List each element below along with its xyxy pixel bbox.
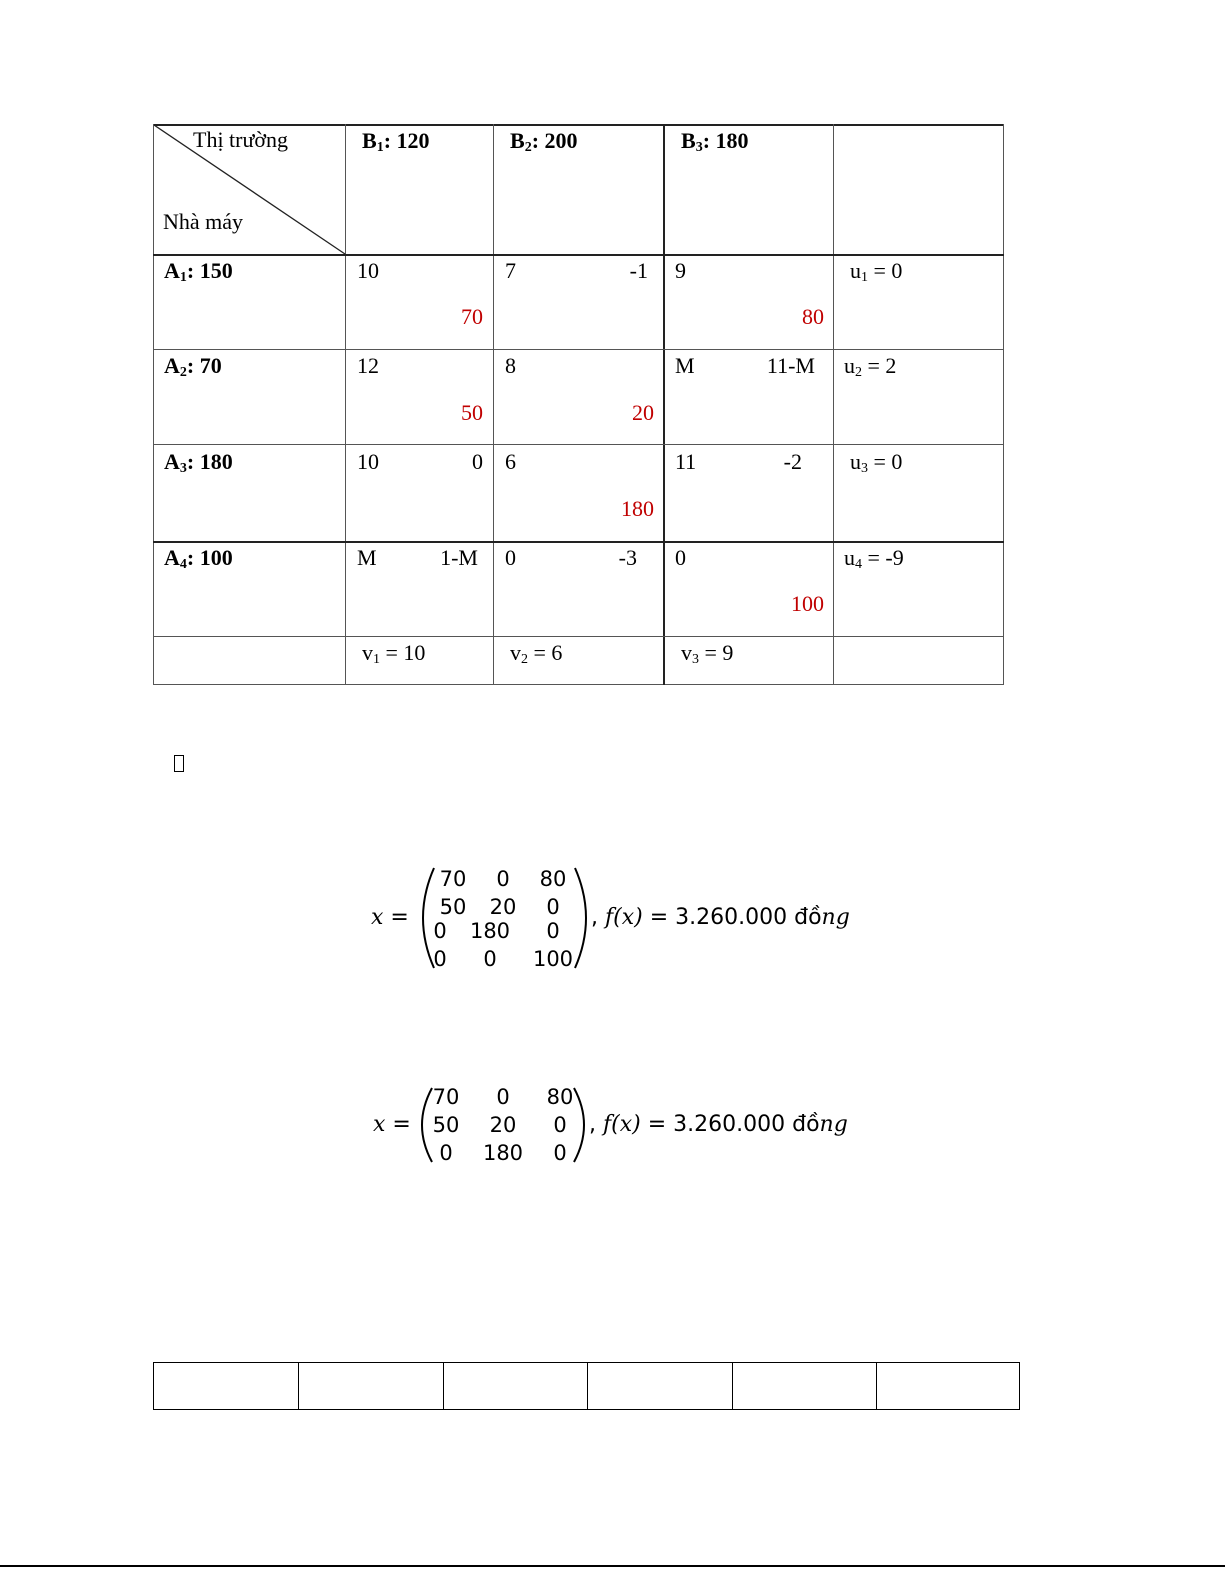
potential-v1: $v_1 = 10$ bbox=[362, 640, 426, 667]
matrix-cell: 0 bbox=[546, 895, 560, 919]
cell-allocation: 20 bbox=[632, 400, 654, 425]
matrix-cell: 0 bbox=[483, 947, 497, 971]
cell-allocation: 70 bbox=[461, 304, 483, 329]
matrix-cell: 70 bbox=[432, 1085, 460, 1109]
cell-delta: -3 bbox=[618, 545, 637, 570]
potential-u3: $u_3 = 0$ bbox=[850, 449, 903, 476]
header-corner-bottom: Nhà máy bbox=[163, 209, 244, 234]
matrix-cell: 100 bbox=[532, 947, 574, 971]
potential-v2: $v_2 = 6$ bbox=[510, 640, 563, 667]
matrix-lhs: x = bbox=[371, 905, 409, 930]
row-header-a2: $A_2$: 70 bbox=[164, 353, 222, 380]
objective-value: , f(x) = 3.260.000 đồng bbox=[589, 1112, 848, 1137]
empty-table bbox=[153, 1362, 1020, 1410]
empty-table-divider bbox=[298, 1363, 299, 1409]
empty-table-divider bbox=[443, 1363, 444, 1409]
matrix-cell: 180 bbox=[469, 919, 511, 943]
column-header-b1: $B_1$: 120 bbox=[362, 128, 430, 155]
matrix-cell: 0 bbox=[553, 1113, 567, 1137]
matrix-cell: 0 bbox=[439, 1141, 453, 1165]
row-header-a4: $A_4$: 100 bbox=[164, 545, 233, 572]
cell-cost: 9 bbox=[675, 258, 686, 283]
matrix-cell: 80 bbox=[539, 867, 567, 891]
page-bottom-rule bbox=[0, 1565, 1225, 1567]
potential-u1: $u_1 = 0$ bbox=[850, 258, 903, 285]
cell-delta: 11-M bbox=[766, 353, 815, 378]
matrix-cell: 20 bbox=[489, 895, 517, 919]
objective-value: , f(x) = 3.260.000 đồng bbox=[591, 905, 850, 930]
matrix-cell: 0 bbox=[496, 1085, 510, 1109]
cell-allocation: 80 bbox=[802, 304, 824, 329]
matrix-cell: 20 bbox=[489, 1113, 517, 1137]
cell-cost: M bbox=[675, 353, 695, 378]
row-header-a3: $A_3$: 180 bbox=[164, 449, 233, 476]
cell-cost: 11 bbox=[675, 449, 697, 474]
matrix-cell: 50 bbox=[432, 1113, 460, 1137]
cell-cost: 8 bbox=[505, 353, 516, 378]
header-corner-top: Thị trường bbox=[193, 127, 289, 152]
matrix-cell: 80 bbox=[546, 1085, 574, 1109]
cell-cost: 0 bbox=[505, 545, 516, 570]
cell-cost: 0 bbox=[675, 545, 686, 570]
row-header-a1: $A_1$: 150 bbox=[164, 258, 233, 285]
matrix-cell: 0 bbox=[433, 947, 447, 971]
cell-allocation: 180 bbox=[621, 496, 654, 521]
empty-table-divider bbox=[732, 1363, 733, 1409]
cell-delta: -1 bbox=[629, 258, 648, 283]
matrix-cell: 0 bbox=[433, 919, 447, 943]
cell-cost: 7 bbox=[505, 258, 516, 283]
potential-u4: $u_4 = -9$ bbox=[844, 545, 904, 572]
cell-allocation: 50 bbox=[461, 400, 483, 425]
matrix-cell: 0 bbox=[546, 919, 560, 943]
cell-cost: 6 bbox=[505, 449, 516, 474]
matrix-cell: 0 bbox=[553, 1141, 567, 1165]
column-header-b3: $B_3$: 180 bbox=[681, 128, 749, 155]
potential-u2: $u_2 = 2$ bbox=[844, 353, 897, 380]
matrix-cell: 70 bbox=[439, 867, 467, 891]
column-header-b2: $B_2$: 200 bbox=[510, 128, 578, 155]
cell-allocation: 100 bbox=[791, 591, 824, 616]
matrix-cell: 180 bbox=[482, 1141, 524, 1165]
matrix-lhs: x = bbox=[373, 1112, 411, 1137]
empty-table-divider bbox=[876, 1363, 877, 1409]
cell-delta: -2 bbox=[783, 449, 802, 474]
cell-delta: 1-M bbox=[440, 545, 478, 570]
matrix-cell: 0 bbox=[496, 867, 510, 891]
cell-cost: 10 bbox=[357, 258, 379, 283]
cell-cost: M bbox=[357, 545, 377, 570]
empty-table-divider bbox=[587, 1363, 588, 1409]
cell-cost: 10 bbox=[357, 449, 379, 474]
cell-cost: 12 bbox=[357, 353, 379, 378]
cell-delta: 0 bbox=[472, 449, 483, 474]
potential-v3: $v_3 = 9$ bbox=[681, 640, 734, 667]
matrix-cell: 50 bbox=[439, 895, 467, 919]
